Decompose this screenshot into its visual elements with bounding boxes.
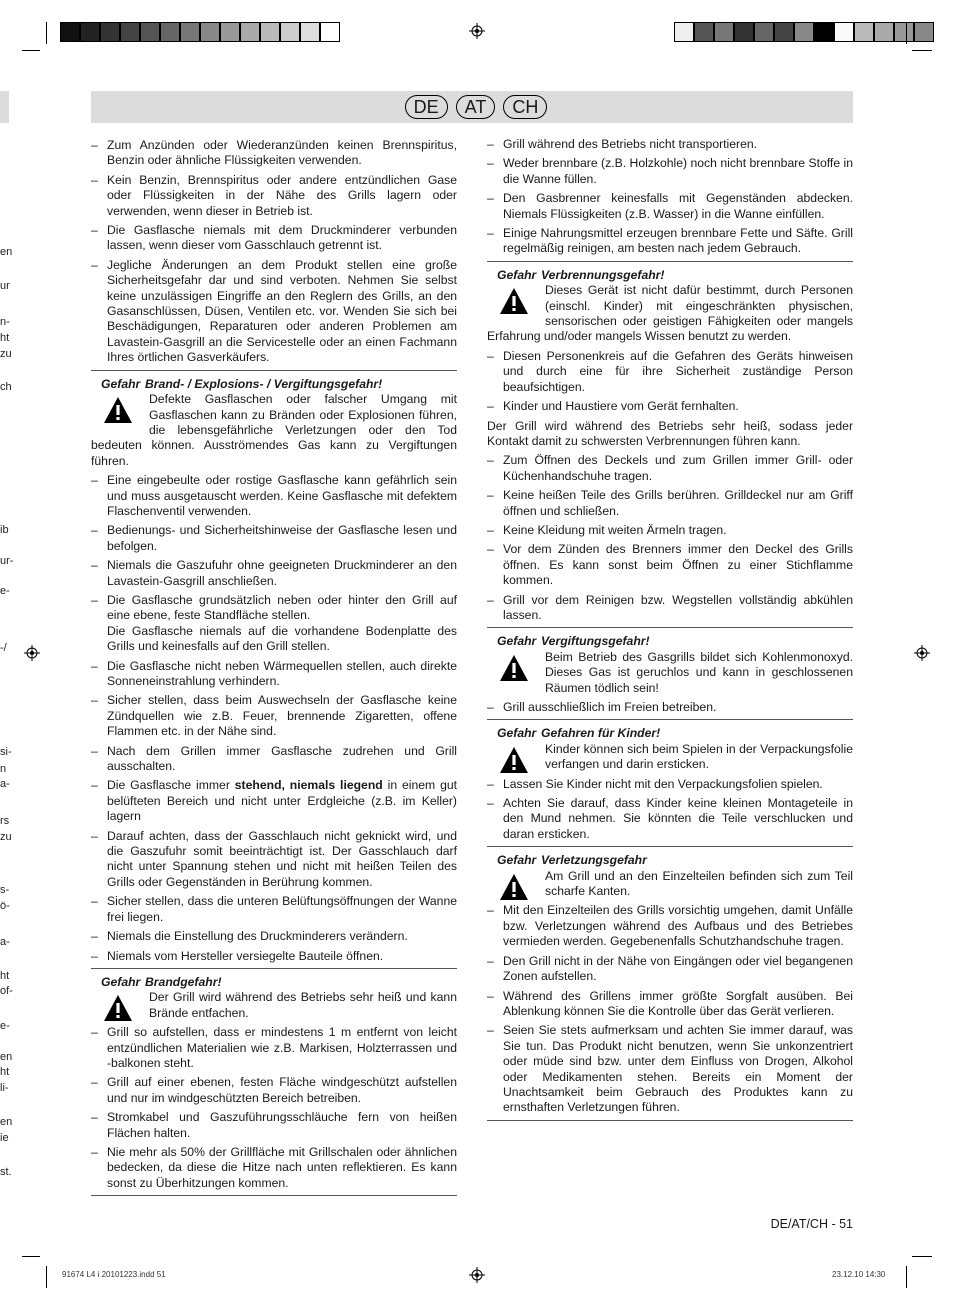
country-de: DE	[405, 95, 448, 119]
crop-mark	[22, 50, 40, 51]
bullet-list	[487, 349, 853, 415]
color-swatch	[100, 22, 120, 42]
list-item-text: Kein Benzin, Brennspiritus oder andere entzündlichen Gase oder Flüssigkeiten in der Nähe des Grills lagern oder verwenden, wenn dieser in Betrieb ist.	[107, 172, 457, 218]
color-swatch	[714, 22, 734, 42]
section-divider	[487, 627, 853, 628]
warning-heading	[91, 975, 457, 990]
list-item-text: Keine Kleidung mit weiten Ärmeln tragen.	[503, 522, 727, 537]
bullet-list	[487, 453, 853, 623]
registration-mark-icon	[24, 645, 40, 661]
margin-fragment: li-	[0, 1082, 9, 1094]
warning-text: Beim Betrieb des Gasgrills bildet sich Kohlenmonoxyd. Dieses Gas ist geruchlos und kann in geschlossenen Räumen tödlich sein!	[545, 649, 853, 695]
list-item-text: Bedienungs- und Sicherheitshinweise der Gasflasche lesen und befolgen.	[107, 523, 457, 553]
section-divider	[91, 370, 457, 371]
margin-fragment: s-	[0, 884, 10, 896]
list-item-text: Grill auf einer ebenen, festen Fläche windgeschützt aufstellen und nur im windgeschützten Bereich betreiben.	[107, 1075, 457, 1105]
list-item-text: Niemals die Einstellung des Druckminderers verändern.	[107, 929, 408, 944]
list-item	[487, 453, 853, 484]
list-item	[487, 989, 853, 1020]
list-item	[91, 744, 457, 775]
list-item-text: Grill ausschließlich im Freien betreiben.	[503, 700, 717, 714]
bullet-list	[487, 777, 853, 843]
section-divider	[487, 261, 853, 262]
warning-title: Brand- / Explosions- / Vergiftungsgefahr!	[145, 376, 383, 391]
list-item-text: Grill während des Betriebs nicht transportieren.	[503, 137, 758, 151]
warning-title: Vergiftungsgefahr!	[541, 634, 650, 649]
country-at: AT	[456, 95, 496, 119]
warning-triangle-icon	[499, 873, 529, 901]
color-swatch	[60, 22, 80, 42]
print-date: 23.12.10 14:30	[832, 1270, 886, 1279]
list-item-text: Den Gasbrenner keinesfalls mit Gegenständen abdecken. Niemals Flüssigkeiten (z.B. Wasser) in die Wanne einfüllen.	[503, 191, 853, 221]
margin-fragment: ht	[0, 970, 10, 982]
section-divider	[487, 1120, 853, 1121]
list-item	[91, 929, 457, 944]
list-item	[91, 778, 457, 824]
margin-fragment: ö-	[0, 900, 10, 912]
warning-body	[91, 392, 457, 469]
list-item-text: Den Grill nicht in der Nähe von Eingängen oder viel begangenen Zonen aufstellen.	[503, 953, 853, 984]
color-swatch	[200, 22, 220, 42]
list-item-text: Weder brennbare (z.B. Holzkohle) noch nicht brennbare Stoffe in die Wanne füllen.	[503, 156, 853, 186]
list-item-text: Während des Grillens immer größte Sorgfalt ausüben. Bei Ablenkung können Sie die Kontrolle über das Gerät verlieren.	[503, 988, 853, 1018]
color-swatch	[120, 22, 140, 42]
list-item	[91, 894, 457, 925]
list-item	[487, 796, 853, 842]
warning-text: Am Grill und an den Einzelteilen befinden sich zum Teil scharfe Kanten.	[545, 868, 853, 899]
color-swatch	[300, 22, 320, 42]
color-swatch	[220, 22, 240, 42]
list-item-text: Die Gasflasche nicht neben Wärmequellen stellen, auch direkte Sonneneinstrahlung verhindern.	[107, 658, 457, 688]
list-item	[487, 226, 853, 257]
warning-title: Gefahren für Kinder!	[541, 726, 661, 741]
color-swatch	[140, 22, 160, 42]
color-swatch	[694, 22, 714, 42]
list-item-text: Stromkabel und Gaszuführungsschläuche fern von heißen Flächen halten.	[107, 1110, 457, 1140]
margin-fragment: -/	[0, 642, 7, 654]
margin-fragment: si-	[0, 746, 12, 758]
list-item-bold: stehend, niemals liegend	[234, 778, 383, 793]
registration-mark-icon	[469, 1267, 485, 1283]
warning-heading	[91, 377, 457, 392]
list-item	[91, 1145, 457, 1191]
list-item	[487, 593, 853, 624]
warning-label: Gefahr	[497, 267, 537, 282]
list-item-text: Lassen Sie Kinder nicht mit den Verpackungsfolien spielen.	[503, 776, 823, 791]
warning-body	[487, 283, 853, 345]
warning-title: Verbrennungsgefahr!	[541, 267, 665, 282]
list-item	[487, 399, 853, 414]
list-item	[91, 138, 457, 169]
list-item-text: Zum Anzünden oder Wiederanzünden keinen Brennspiritus, Benzin oder ähnliche Flüssigkeiten verwenden.	[107, 138, 457, 168]
warning-text: Dieses Gerät ist nicht dafür bestimmt, durch Personen (einschl. Kinder) mit eingeschränkten physischen, sensorischen oder geistigen Fähigkeiten oder mangels Erfahrung und/oder mangels Wissen benutzt zu werden.	[487, 283, 853, 344]
list-item	[487, 349, 853, 395]
color-swatch	[874, 22, 894, 42]
list-item-text: Zum Öffnen des Deckels und zum Grillen immer Grill- oder Küchenhandschuhe tragen.	[503, 453, 853, 483]
list-item	[91, 1110, 457, 1141]
margin-fragment: en	[0, 246, 13, 258]
crop-mark	[912, 1256, 932, 1257]
color-swatch	[280, 22, 300, 42]
print-file-slug: 91674 L4 i 20101223.indd 51	[62, 1270, 166, 1279]
list-item	[91, 949, 457, 964]
list-item-text: Eine eingebeulte oder rostige Gasflasche kann gefährlich sein und muss ausgetauscht werden. Keine Gasflasche mit defektem Flaschenventil verwenden.	[107, 473, 457, 518]
bullet-list	[487, 700, 853, 715]
margin-fragment: e-	[0, 585, 10, 597]
color-swatch	[260, 22, 280, 42]
color-swatch	[754, 22, 774, 42]
list-item	[487, 903, 853, 949]
margin-fragment: st.	[0, 1166, 12, 1178]
country-codes	[396, 95, 556, 119]
list-item	[487, 700, 853, 715]
list-item	[91, 1025, 457, 1071]
page-number: DE/AT/CH - 51	[770, 1217, 853, 1231]
registration-mark-icon	[469, 23, 485, 39]
list-item-text: Kinder und Haustiere vom Gerät fernhalten.	[503, 399, 739, 414]
list-item-text: Mit den Einzelteilen des Grills vorsichtig umgehen, damit Unfälle bzw. Verletzungen während des Aufbaus und des Betriebes vermieden werden. Gegebenenfalls Schutzhandschuhe tragen.	[503, 903, 853, 949]
warning-heading	[487, 634, 853, 649]
warning-label: Gefahr	[497, 853, 537, 868]
list-item	[91, 523, 457, 554]
margin-fragment: n-	[0, 316, 10, 328]
list-item-text: Niemals vom Hersteller versiegelte Bauteile öffnen.	[107, 948, 384, 963]
list-item-text: Die Gasflasche immer	[107, 778, 235, 793]
list-item	[91, 1075, 457, 1106]
list-item	[487, 1023, 853, 1115]
margin-fragment: ie	[0, 1132, 9, 1144]
color-swatch	[240, 22, 260, 42]
list-item	[91, 173, 457, 219]
list-item-text: Sicher stellen, dass die unteren Belüftungsöffnungen der Wanne frei liegen.	[107, 894, 457, 924]
margin-fragment: zu	[0, 348, 12, 360]
margin-fragment: zu	[0, 831, 12, 843]
margin-fragment: rs	[0, 815, 10, 827]
list-item	[487, 777, 853, 792]
bullet-list	[91, 1025, 457, 1191]
warning-heading	[487, 726, 853, 741]
color-swatch	[914, 22, 934, 42]
bullet-list	[91, 473, 457, 964]
list-item-text: Nach dem Grillen immer Gasflasche zudrehen und Grill ausschalten.	[107, 743, 457, 774]
warning-body	[487, 742, 853, 773]
bullet-list	[487, 903, 853, 1115]
warning-label: Gefahr	[497, 726, 537, 741]
warning-text: Kinder können sich beim Spielen in der Verpackungsfolie verfangen und darin ersticken.	[545, 741, 853, 772]
warning-heading	[487, 853, 853, 868]
country-ch: CH	[503, 95, 547, 119]
bullet-list	[91, 138, 457, 366]
list-item-text: Achten Sie darauf, dass Kinder keine kleinen Montageteile in den Mund nehmen. Sie könnten die Teile verschlucken und daran ersticken.	[503, 796, 853, 841]
crop-mark	[22, 1256, 40, 1257]
list-item-text: Sicher stellen, dass beim Auswechseln der Gasflasche keine Zündquellen wie z.B. Feuer, brennende Zigaretten, offene Flammen etc. in der Nähe sind.	[107, 693, 457, 739]
list-item-text: Vor dem Zünden des Brenners immer den Deckel des Grills öffnen. Es kann sonst beim Öffnen zu einer Stichflamme kommen.	[503, 542, 853, 588]
list-item	[91, 258, 457, 366]
color-swatch	[814, 22, 834, 42]
warning-heading	[487, 268, 853, 283]
list-item-text: Die Gasflasche grundsätzlich neben oder hinter den Grill auf eine ebene, feste Standfläche stellen.	[107, 592, 457, 623]
list-item-text: Jegliche Änderungen an dem Produkt stellen eine große Sicherheitsgefahr dar und sind verboten. Nehmen Sie selbst keine unzulässigen Eingriffe an den Reglern des Grills, an den Gasanschlüssen, Düsen, Ventilen etc. vor. Wenden Sie sich bei Beschädigungen, Reparaturen oder anderen Problemen am Lavastein-Gasgrill an die Servicestelle oder an einen Fachmann Ihres örtlichen Gasverkäufers.	[107, 257, 457, 365]
color-swatch	[80, 22, 100, 42]
margin-fragment: ht	[0, 1066, 10, 1078]
right-text-column	[487, 137, 853, 1127]
margin-fragment: a-	[0, 778, 10, 790]
margin-fragment: ht	[0, 332, 10, 344]
margin-fragment: ur-	[0, 555, 14, 567]
list-item	[487, 156, 853, 187]
color-swatch	[320, 22, 340, 42]
list-item-text: Grill so aufstellen, dass er mindestens 1 m entfernt von leicht entzündlichen Materialien wie z.B. Markisen, Holzterrassen und -balkonen steht.	[107, 1025, 457, 1070]
warning-text: Defekte Gasflaschen oder falscher Umgang mit Gasflaschen kann zu Bränden oder Explosionen führen, die lebensgefährliche Verletzungen oder den Tod bedeuten können. Ausströmendes Gas kann zu Vergiftungen führen.	[91, 392, 457, 468]
warning-text: Der Grill wird während des Betriebs sehr heiß und kann Brände entfachen.	[149, 990, 457, 1020]
list-item	[487, 488, 853, 519]
crop-mark	[46, 22, 47, 44]
margin-fragment: ch	[0, 381, 12, 393]
warning-label: Gefahr	[497, 634, 537, 649]
warning-triangle-icon	[499, 287, 529, 315]
margin-fragment: a-	[0, 936, 10, 948]
section-divider	[91, 1195, 457, 1196]
list-item-text: Keine heißen Teile des Grills berühren. Grilldeckel nur am Griff öffnen und schließen.	[503, 488, 853, 518]
list-item	[91, 693, 457, 739]
warning-body	[91, 990, 457, 1021]
list-item	[91, 558, 457, 589]
color-swatch	[774, 22, 794, 42]
section-divider	[91, 968, 457, 969]
warning-title: Brandgefahr!	[145, 974, 222, 989]
paragraph: Der Grill wird während des Betriebs sehr heiß, sodass jeder Kontakt damit zu schwersten Verbrennungen führen kann.	[487, 418, 853, 448]
list-item-text: Darauf achten, dass der Gasschlauch nicht geknickt wird, und die Gaszufuhr somit beeinträchtigt ist. Der Gasschlauch darf nicht unter Spannung stehen und nicht mit heißen Teilen des Grills oder Gegenständen in Berührung kommen.	[107, 828, 457, 889]
warning-triangle-icon	[103, 994, 133, 1022]
warning-label: Gefahr	[101, 974, 141, 989]
color-swatch	[160, 22, 180, 42]
margin-fragment: of-	[0, 985, 13, 997]
margin-fragment: n	[0, 763, 7, 775]
list-item-text: Niemals die Gaszufuhr ohne geeigneten Druckminderer an den Lavastein-Gasgrill anschließen.	[107, 558, 457, 588]
list-item	[91, 473, 457, 519]
margin-fragment: ib	[0, 524, 9, 536]
color-swatch	[894, 22, 914, 42]
color-swatch	[834, 22, 854, 42]
list-item	[487, 523, 853, 538]
list-item	[487, 954, 853, 985]
color-swatch	[854, 22, 874, 42]
list-item-text: in einem gut belüfteten Bereich und nicht unter Erdgleiche (z.B. im Keller) lagern	[107, 778, 458, 824]
registration-mark-icon	[914, 645, 930, 661]
list-item	[487, 137, 853, 152]
list-item-text: Grill vor dem Reinigen bzw. Wegstellen vollständig abkühlen lassen.	[503, 592, 853, 622]
adjacent-page-band	[0, 91, 9, 123]
warning-body	[487, 869, 853, 900]
warning-label: Gefahr	[101, 376, 141, 391]
crop-mark	[46, 1266, 47, 1288]
margin-fragment: e-	[0, 1020, 10, 1032]
warning-triangle-icon	[103, 396, 133, 424]
bullet-list	[487, 137, 853, 257]
list-item-text: Einige Nahrungsmittel erzeugen brennbare Fette und Säfte. Grill regelmäßig reinigen, am besten nach jedem Gebrauch.	[503, 226, 853, 256]
list-item-text: Die Gasflasche niemals mit dem Druckminderer verbunden lassen, wenn dieser vom Gasschlauch getrennt ist.	[107, 223, 457, 253]
color-swatch	[674, 22, 694, 42]
warning-triangle-icon	[499, 746, 529, 774]
list-item	[91, 593, 457, 655]
margin-fragment: en	[0, 1051, 13, 1063]
left-text-column	[91, 138, 457, 1202]
list-item	[91, 223, 457, 254]
crop-mark	[906, 22, 907, 44]
list-item-extra: Die Gasflasche niemals auf die vorhandene Bodenplatte des Grills und keinesfalls auf den Grill stellen.	[107, 623, 457, 654]
list-item	[487, 191, 853, 222]
list-item-text: Diesen Personenkreis auf die Gefahren des Geräts hinweisen und durch eine für ihre Sicherheit zuständige Person beaufsichtigen.	[503, 348, 853, 394]
crop-mark	[906, 1266, 907, 1288]
warning-triangle-icon	[499, 654, 529, 682]
color-swatch	[794, 22, 814, 42]
list-item	[487, 542, 853, 588]
list-item	[91, 829, 457, 891]
warning-title: Verletzungsgefahr	[541, 853, 647, 868]
color-swatch	[180, 22, 200, 42]
margin-fragment: ur	[0, 280, 10, 292]
section-divider	[487, 846, 853, 847]
warning-body	[487, 650, 853, 696]
section-divider	[487, 719, 853, 720]
list-item-text: Nie mehr als 50% der Grillfläche mit Grillschalen oder ähnlichen bedecken, da diese die Hitze nach unten reflektieren. Es kann sonst zu Überhitzungen kommen.	[107, 1144, 457, 1190]
list-item	[91, 659, 457, 690]
crop-mark	[912, 50, 932, 51]
list-item-text: Seien Sie stets aufmerksam und achten Sie immer darauf, was Sie tun. Das Produkt nicht benutzen, wenn Sie unkonzentriert oder müde sind bzw. unter dem Einfluss von Drogen, Alkohol oder Medikamenten stehen. Bereits ein Moment der Unachtsamkeit beim Gebrauch des Produktes kann zu ernsthaften Verletzungen führen.	[503, 1023, 853, 1115]
margin-fragment: en	[0, 1116, 13, 1128]
color-swatch	[734, 22, 754, 42]
